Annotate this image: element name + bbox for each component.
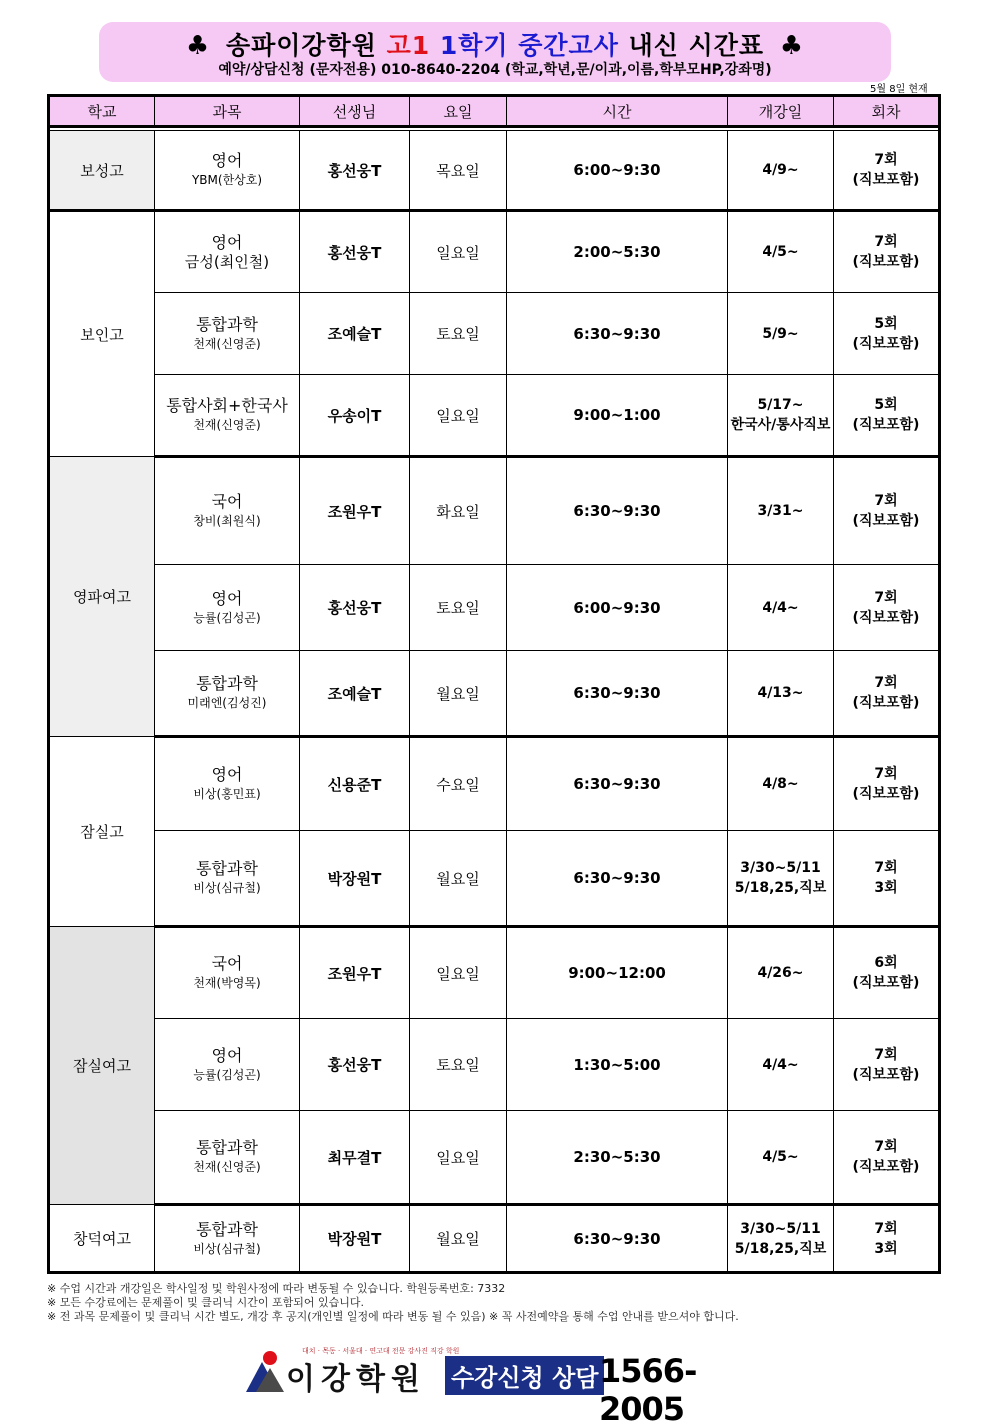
- subject-name: 통합과학: [196, 1219, 258, 1239]
- day: 일요일: [436, 406, 480, 425]
- session-count: 7회: [874, 860, 898, 876]
- day: 화요일: [436, 502, 480, 521]
- teacher: 홍선웅T: [327, 161, 382, 180]
- session-note: (직보포함): [852, 417, 920, 433]
- subject-name: 통합과학: [196, 859, 258, 878]
- session-count: 7회: [874, 493, 898, 509]
- subject-cell: [155, 737, 300, 831]
- day-cell: [410, 831, 507, 927]
- count-cell: [834, 565, 940, 651]
- subject-name: 영어: [211, 233, 243, 252]
- time-cell: [507, 927, 728, 1019]
- subject-name: 영어: [211, 765, 243, 784]
- subject-cell: [155, 565, 300, 651]
- subject-cell: [155, 211, 300, 293]
- teacher-cell: [300, 457, 410, 565]
- open-cell: [728, 1111, 834, 1205]
- day: 월요일: [436, 1230, 480, 1248]
- school-name: 보인고: [80, 325, 124, 344]
- time-cell: [507, 1205, 728, 1273]
- open-date: 5/9~: [762, 325, 799, 342]
- teacher: 홍선웅T: [327, 599, 382, 617]
- teacher-cell: [300, 293, 410, 375]
- day-cell: [410, 927, 507, 1019]
- col-header: 과목: [155, 96, 300, 127]
- open-note: 5/18,25,직보: [734, 1240, 827, 1257]
- teacher-cell: [300, 1205, 410, 1273]
- day-cell: [410, 457, 507, 565]
- time-cell: [507, 565, 728, 651]
- count-cell: [834, 651, 940, 737]
- school-name: 보성고: [80, 161, 124, 180]
- teacher: 조원우T: [327, 964, 382, 983]
- day-cell: [410, 1205, 507, 1273]
- open-date: 4/13~: [757, 685, 804, 701]
- time: 2:00~5:30: [573, 243, 661, 261]
- time-cell: [507, 1111, 728, 1205]
- open-date: 4/8~: [762, 776, 799, 792]
- open-cell: [728, 375, 834, 457]
- as-of-date: 5월 8일 현재: [870, 84, 928, 95]
- teacher-cell: [300, 1019, 410, 1111]
- open-cell: [728, 131, 834, 211]
- teacher: 박장원T: [327, 869, 382, 888]
- day: 토요일: [436, 1056, 480, 1074]
- session-count: 7회: [874, 1139, 898, 1155]
- subject-cell: [155, 131, 300, 211]
- open-date: 3/30~5/11: [740, 1220, 821, 1237]
- academy-logo-icon: [242, 1348, 288, 1394]
- textbook: 천재(신영준): [193, 1160, 261, 1174]
- open-cell: [728, 211, 834, 293]
- subject-cell: [155, 1111, 300, 1205]
- open-cell: [728, 737, 834, 831]
- textbook: 비상(심규철): [193, 881, 261, 895]
- open-date: 4/4~: [762, 599, 799, 616]
- subject-cell: [155, 293, 300, 375]
- col-header: 선생님: [300, 96, 410, 127]
- table-row: [49, 375, 940, 457]
- day-cell: [410, 131, 507, 211]
- open-cell: [728, 927, 834, 1019]
- title-grade: 고1: [386, 31, 431, 60]
- school-name: 영파여고: [73, 588, 131, 606]
- count-cell: [834, 293, 940, 375]
- time: 6:30~9:30: [573, 869, 661, 887]
- day-cell: [410, 565, 507, 651]
- open-cell: [728, 293, 834, 375]
- subject-cell: [155, 1205, 300, 1273]
- session-note: 3회: [874, 880, 898, 896]
- textbook: YBM(한상호): [191, 173, 263, 187]
- count-cell: [834, 927, 940, 1019]
- session-count: 7회: [874, 152, 898, 168]
- session-note: 3회: [874, 1240, 898, 1257]
- teacher-cell: [300, 131, 410, 211]
- col-header: 회차: [834, 96, 940, 127]
- count-cell: [834, 737, 940, 831]
- table-header: [49, 96, 940, 127]
- school-cell: [49, 457, 155, 737]
- teacher: 조원우T: [327, 502, 382, 521]
- day-cell: [410, 211, 507, 293]
- teacher: 홍선웅T: [327, 1056, 382, 1074]
- count-cell: [834, 457, 940, 565]
- subject-cell: [155, 831, 300, 927]
- session-note: (직보포함): [852, 513, 920, 529]
- time: 6:30~9:30: [573, 1229, 661, 1248]
- notes: [47, 1282, 739, 1324]
- open-date: 4/5~: [762, 1149, 799, 1165]
- table-row: [49, 1019, 940, 1111]
- session-count: 7회: [874, 589, 898, 606]
- textbook: 천재(박영목): [193, 976, 261, 990]
- count-cell: [834, 1019, 940, 1111]
- textbook: 능률(김성곤): [193, 610, 261, 625]
- time-cell: [507, 131, 728, 211]
- school-name: 창덕여고: [73, 1229, 131, 1248]
- subject-cell: [155, 651, 300, 737]
- session-count: 5회: [874, 315, 898, 332]
- subject-cell: [155, 375, 300, 457]
- day: 일요일: [436, 1148, 480, 1167]
- open-date: 4/9~: [762, 162, 799, 178]
- teacher: 신용준T: [327, 775, 382, 794]
- title-suffix: 내신 시간표: [628, 31, 765, 60]
- textbook: 비상(홍민표): [193, 787, 261, 801]
- open-date: 4/5~: [762, 244, 799, 260]
- session-count: 7회: [874, 1046, 898, 1063]
- session-note: (직보포함): [852, 1159, 920, 1175]
- time-cell: [507, 211, 728, 293]
- table-body: [49, 127, 940, 1273]
- note-line: ※ 수업 시간과 개강일은 학사일정 및 학원사정에 따라 변동될 수 있습니다. 학원등록번호: 7332: [47, 1282, 506, 1295]
- time: 2:30~5:30: [573, 1148, 661, 1166]
- count-cell: [834, 131, 940, 211]
- title-banner: [99, 22, 891, 82]
- subject-name: 통합과학: [196, 314, 258, 334]
- table-row: [49, 457, 940, 565]
- teacher: 최무결T: [327, 1148, 382, 1167]
- teacher-cell: [300, 565, 410, 651]
- day-cell: [410, 375, 507, 457]
- col-header: 학교: [49, 96, 155, 127]
- day: 월요일: [436, 869, 480, 888]
- time: 6:30~9:30: [573, 324, 661, 343]
- subject-cell: [155, 457, 300, 565]
- table-row: [49, 565, 940, 651]
- reservation-info: 예약/상담신청 (문자전용) 010-8640-2204 (학교,학년,문/이과,이름,학부모HP,강좌명): [218, 62, 772, 78]
- open-cell: [728, 831, 834, 927]
- table-row: [49, 831, 940, 927]
- academy-name: 이강학원: [286, 1362, 426, 1397]
- session-note: (직보포함): [852, 609, 920, 626]
- table-row: [49, 1111, 940, 1205]
- teacher-cell: [300, 737, 410, 831]
- phone-number[interactable]: 1566-2005: [599, 1352, 697, 1428]
- day: 일요일: [436, 243, 480, 262]
- teacher: 홍선웅T: [327, 243, 382, 262]
- subject-name: 국어: [211, 954, 243, 973]
- session-note: (직보포함): [852, 335, 920, 352]
- textbook: 금성(최인철): [184, 253, 270, 271]
- time-cell: [507, 651, 728, 737]
- open-date: 3/31~: [757, 503, 804, 519]
- session-count: 7회: [874, 675, 898, 691]
- subject-cell: [155, 1019, 300, 1111]
- col-header: 요일: [410, 96, 507, 127]
- day: 목요일: [436, 161, 480, 180]
- day: 토요일: [436, 325, 480, 343]
- time: 6:00~9:30: [573, 161, 661, 179]
- day: 일요일: [436, 964, 480, 983]
- time: 9:00~1:00: [573, 406, 661, 424]
- subject-name: 영어: [211, 151, 243, 170]
- table-row: [49, 737, 940, 831]
- teacher-cell: [300, 1111, 410, 1205]
- session-note: (직보포함): [852, 695, 920, 711]
- session-note: (직보포함): [852, 1066, 920, 1083]
- open-cell: [728, 651, 834, 737]
- table-row: [49, 211, 940, 293]
- count-cell: [834, 1111, 940, 1205]
- session-count: 5회: [874, 397, 898, 413]
- table-row: [49, 927, 940, 1019]
- session-note: (직보포함): [852, 172, 920, 188]
- table-row: [49, 651, 940, 737]
- teacher: 조예슬T: [327, 684, 382, 703]
- open-cell: [728, 1205, 834, 1273]
- time: 6:30~9:30: [573, 684, 661, 702]
- footer: [242, 1346, 762, 1428]
- teacher-cell: [300, 375, 410, 457]
- session-count: 7회: [874, 766, 898, 782]
- table-row: [49, 131, 940, 211]
- school-cell: [49, 131, 155, 211]
- time-cell: [507, 375, 728, 457]
- subject-name: 영어: [211, 1045, 243, 1065]
- open-cell: [728, 565, 834, 651]
- col-header: 시간: [507, 96, 728, 127]
- school-cell: [49, 927, 155, 1205]
- open-note: 한국사/통사직보: [730, 417, 831, 433]
- teacher-cell: [300, 927, 410, 1019]
- page-title: [99, 26, 891, 62]
- teacher-cell: [300, 211, 410, 293]
- subject-name: 영어: [211, 588, 243, 608]
- schedule-table: [47, 94, 941, 1274]
- count-cell: [834, 831, 940, 927]
- time: 1:30~5:00: [573, 1055, 661, 1074]
- note-line: ※ 전 과목 문제풀이 및 클리닉 시간 별도, 개강 후 공지(개인별 일정에 따라 변동 될 수 있음) ※ 꼭 사전예약을 통해 수업 안내를 받으셔야 합니다.: [47, 1310, 739, 1323]
- count-cell: [834, 211, 940, 293]
- teacher-cell: [300, 831, 410, 927]
- session-note: (직보포함): [852, 786, 920, 802]
- day-cell: [410, 737, 507, 831]
- subject-cell: [155, 927, 300, 1019]
- textbook: 미래엔(김성진): [187, 696, 267, 710]
- col-header: 개강일: [728, 96, 834, 127]
- time-cell: [507, 1019, 728, 1111]
- open-date: 5/17~: [757, 397, 804, 413]
- time: 6:30~9:30: [573, 775, 661, 793]
- school-name: 잠실여고: [73, 1057, 131, 1075]
- teacher: 박장원T: [327, 1230, 382, 1248]
- teacher-cell: [300, 651, 410, 737]
- school-name: 잠실고: [80, 823, 124, 841]
- count-cell: [834, 1205, 940, 1273]
- school-cell: [49, 737, 155, 927]
- open-cell: [728, 1019, 834, 1111]
- time: 9:00~12:00: [568, 964, 666, 982]
- day-cell: [410, 1019, 507, 1111]
- school-cell: [49, 1205, 155, 1273]
- note-line: ※ 모든 수강료에는 문제풀이 및 클리닉 시간이 포함되어 있습니다.: [47, 1296, 364, 1309]
- textbook: 천재(신영준): [193, 336, 261, 351]
- time: 6:00~9:30: [573, 598, 661, 617]
- open-cell: [728, 457, 834, 565]
- subject-name: 국어: [211, 492, 243, 511]
- open-date: 4/4~: [762, 1056, 799, 1073]
- club-icon: ♣: [779, 31, 805, 61]
- day: 토요일: [436, 599, 480, 617]
- title-academy: 송파이강학원: [225, 31, 377, 60]
- time-cell: [507, 737, 728, 831]
- logo-tagline: 대치 · 목동 · 서울대 · 연고대 전문 강사진 직강 학원: [302, 1347, 460, 1355]
- teacher: 조예슬T: [327, 325, 382, 343]
- teacher: 우송이T: [327, 406, 382, 425]
- school-cell: [49, 211, 155, 457]
- textbook: 능률(김성곤): [193, 1067, 261, 1082]
- session-note: (직보포함): [852, 254, 920, 270]
- day-cell: [410, 1111, 507, 1205]
- count-cell: [834, 375, 940, 457]
- club-icon: ♣: [185, 31, 211, 61]
- time-cell: [507, 457, 728, 565]
- time-cell: [507, 831, 728, 927]
- session-count: 6회: [874, 955, 898, 971]
- title-exam: 1학기 중간고사: [439, 31, 619, 60]
- open-date: 3/30~5/11: [740, 860, 821, 876]
- table-row: [49, 293, 940, 375]
- session-note: (직보포함): [852, 975, 920, 991]
- subject-name: 통합사회+한국사: [166, 396, 288, 415]
- subject-name: 통합과학: [196, 674, 258, 693]
- textbook: 비상(심규철): [193, 1241, 261, 1256]
- session-count: 7회: [874, 1220, 898, 1237]
- subject-name: 통합과학: [196, 1138, 258, 1157]
- open-note: 5/18,25,직보: [734, 880, 827, 896]
- day: 월요일: [436, 684, 480, 703]
- day: 수요일: [436, 775, 480, 794]
- day-cell: [410, 293, 507, 375]
- time-cell: [507, 293, 728, 375]
- open-date: 4/26~: [757, 965, 804, 981]
- day-cell: [410, 651, 507, 737]
- register-consult-button[interactable]: 수강신청 상담: [445, 1356, 604, 1395]
- time: 6:30~9:30: [573, 502, 661, 520]
- textbook: 천재(신영준): [193, 418, 261, 432]
- session-count: 7회: [874, 234, 898, 250]
- table-row: [49, 1205, 940, 1273]
- textbook: 창비(최원식): [193, 514, 261, 528]
